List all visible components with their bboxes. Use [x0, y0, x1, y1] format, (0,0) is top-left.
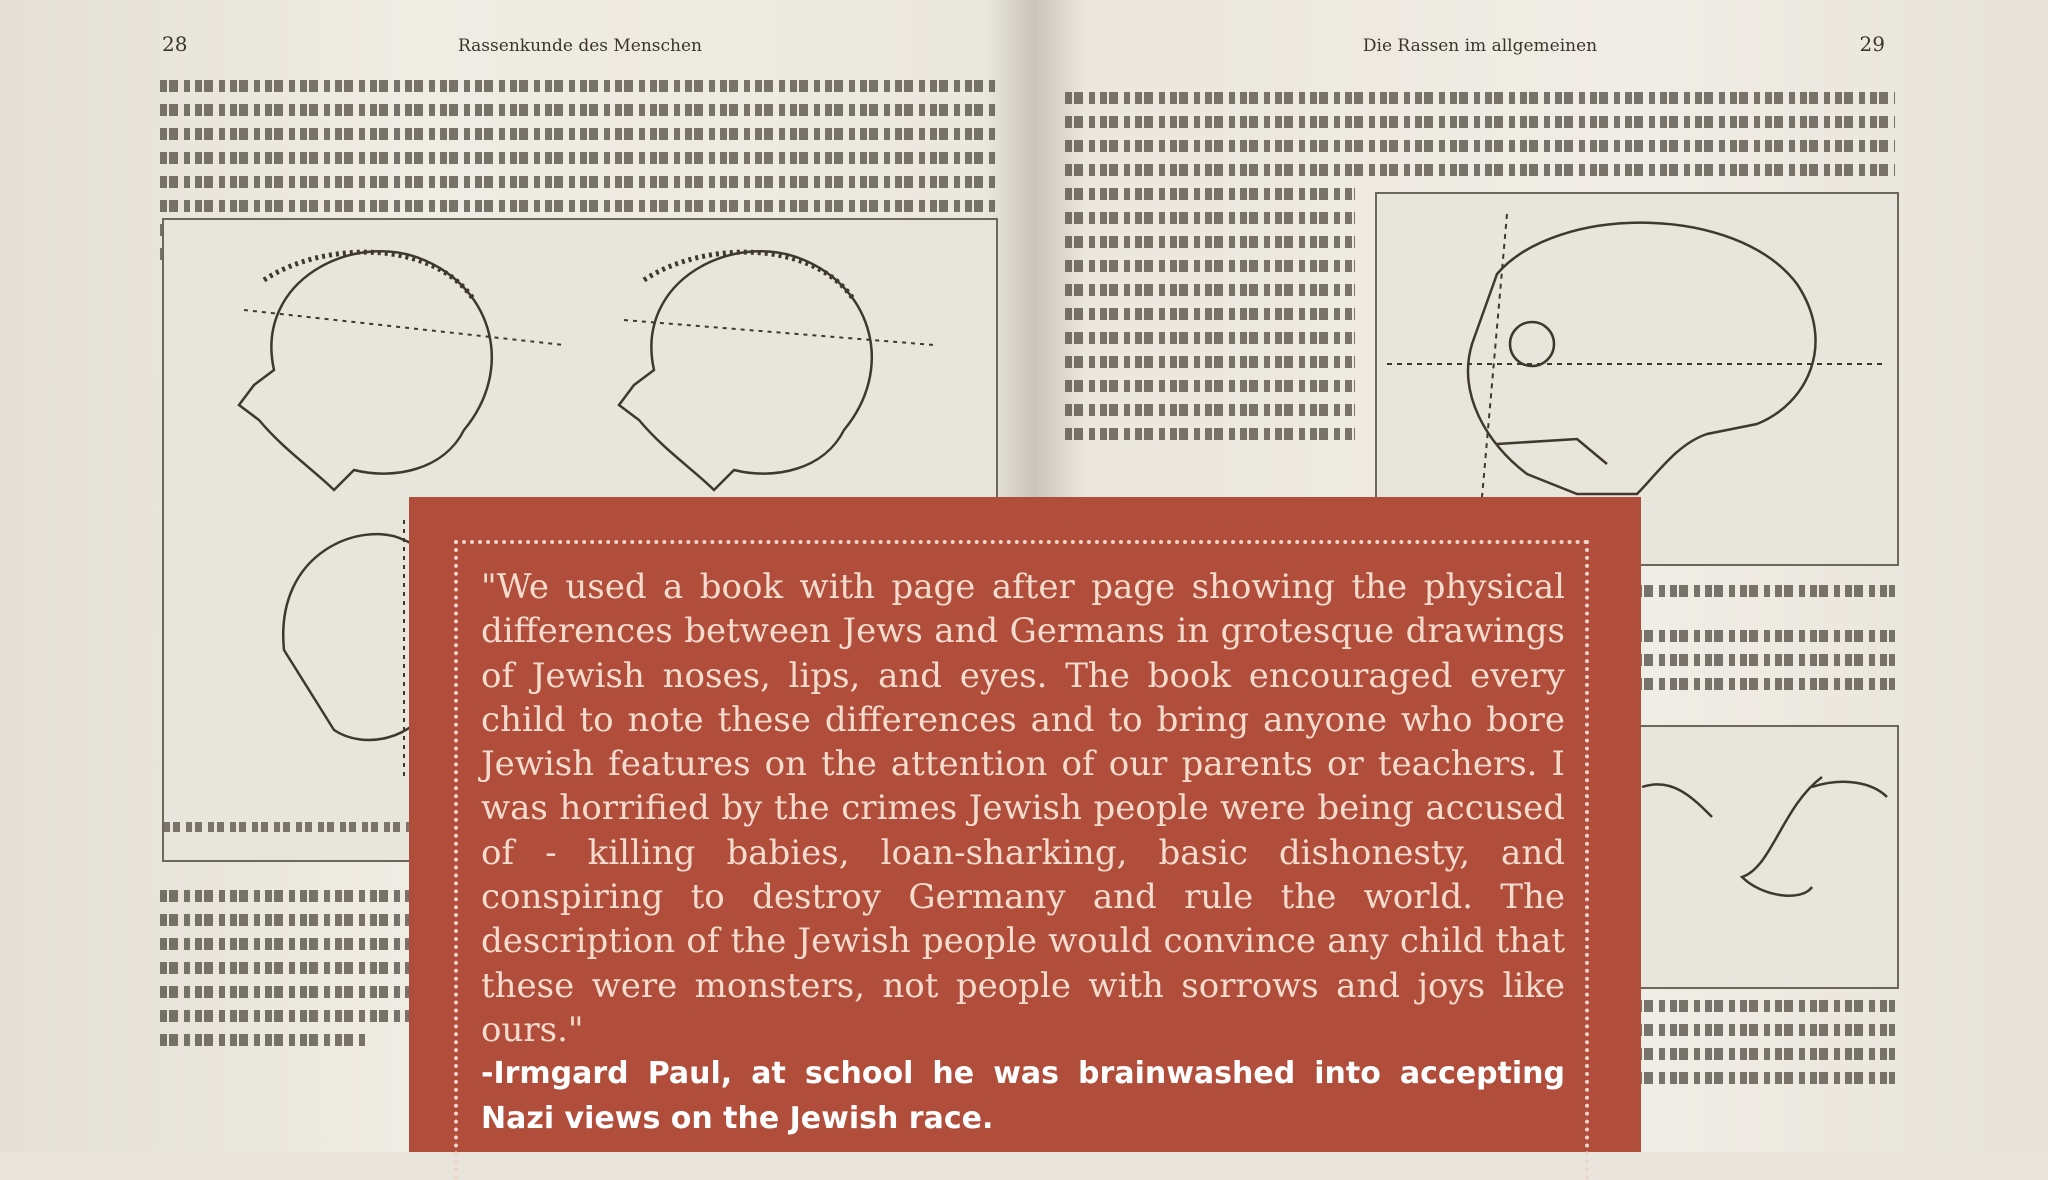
- right-page-number: 29: [1859, 32, 1885, 56]
- right-bottom-text: [1635, 1000, 1895, 1096]
- right-body-text: [1065, 92, 1895, 188]
- right-column-text: [1065, 188, 1355, 452]
- nose-eye-illustration: [1632, 727, 1897, 987]
- right-running-title: Die Rassen im allgemeinen: [1362, 36, 1598, 56]
- quote-attribution: -Irmgard Paul, at school he was brainwashed into accepting Nazi views on the Jewish race.: [481, 1056, 1565, 1136]
- left-lower-text: [160, 890, 420, 1058]
- left-page-number: 28: [162, 32, 188, 56]
- left-running-title: Rassenkunde des Menschen: [457, 36, 703, 56]
- quote-text: "We used a book with page after page showing the physical differences between Jews and Germans in grotesque drawings of Jewish noses, lips, and eyes. The book encouraged every child to note these differences and to bring anyone who bore Jewish features on the attention of our parents or teachers. I was horrified by the crimes Jewish people were being accused of - killing babies, loan-sharking, basic dishonesty, and conspiring to destroy Germany and rule the world. The description of the Jewish people would convince any child that these were monsters, not people with sorrows and joys like ours.": [481, 567, 1565, 1050]
- right-lower-text-a: [1635, 585, 1895, 609]
- right-lower-text-b: [1635, 630, 1895, 702]
- facial-features-figure: [1630, 725, 1899, 989]
- quote-card: [409, 497, 1641, 1152]
